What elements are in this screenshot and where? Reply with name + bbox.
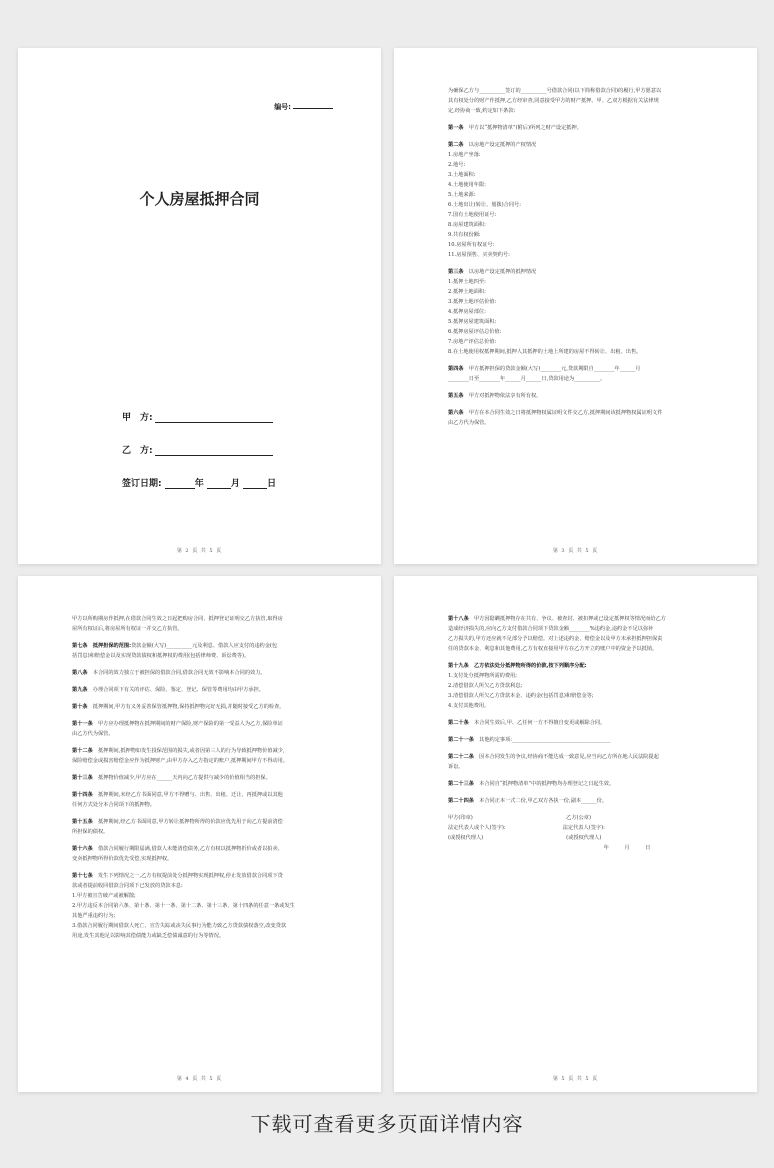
contract-page-3 [394,48,757,564]
article-heading: 第五条 [448,393,464,399]
document-number [274,102,333,112]
text-line: 甲方(印章) 乙方(公章) [448,815,591,821]
text-line: 2.地号: [448,162,466,168]
text-line: 第十四条 抵押期间,未经乙方书面同意,甲方不得赠与、出售、出租、迁让、再抵押或以其他 [72,792,283,798]
text-line: 1.甲方被宣告破产或被解散; [72,893,136,899]
text-line: 3.借款合同履行期间借款人死亡、宣告失踪或丧失民事行为能力致乙方贷款债权落空,改变贷款 [72,923,287,929]
paragraph-gap [448,745,709,752]
text-line: 第一条 甲方以“抵押物清单”(附后)所列之财产设定抵押。 [448,125,582,131]
text-line: 6.抵押房屋评估总价值: [448,329,502,335]
text-line: 第二十二条 因本合同发生的争议,经协商不能达成一致意见,应当向乙方所在地人民法院提起 [448,754,659,760]
paragraph-gap [448,357,709,364]
text-line: 5.抵押房屋建筑面积: [448,319,497,325]
paragraph-gap [448,728,709,735]
article-heading: 第二十二条 [448,754,474,760]
text-line: 6.土地出让(转让、划拨)合同号: [448,202,521,208]
text-line: 4.支付其他费用。 [448,703,490,709]
text-line: 任何方式处分本合同项下的抵押物。 [72,802,156,808]
text-line: 第十三条 抵押物价值减少,甲方应在______天内向乙方提供与减少的价值相当的担保。 [72,775,271,781]
article-heading: 第九条 [72,687,88,693]
article-heading: 第十五条 [72,819,93,825]
text-line: 乙方损失的,甲方还应就不足部分予以赔偿。对上述违约金、赔偿金以及甲方未承担抵押担保责 [448,636,663,642]
page-footer: 第 3 页 共 5 页 [552,548,599,554]
text-line: 造成经济损失的,应向乙方支付借款合同项下贷款金额________%违约金,违约金不足以弥补 [448,626,654,632]
page-footer: 第 4 页 共 5 页 [176,1076,223,1082]
text-line: 第十七条 发生下列情况之一,乙方有权提前处分抵押物实现抵押权,停止发放借款合同项下贷 [72,873,283,879]
text-line: 2.清偿借款人所欠乙方贷款利息; [448,683,523,689]
text-line: 其有权处分的财产作抵押,乙方经审查,同意接受甲方的财产抵押。甲、乙双方根据有关法律规 [448,98,659,104]
article-heading: 第十三条 [72,775,93,781]
paragraph-gap [72,634,333,641]
text-line: 第十二条 抵押期间,抵押物如发生投保范围的损失,或者因第三人的行为导致抵押物价值减少, [72,748,285,754]
article-heading: 第二十条 [448,720,469,726]
text-line: 8.在土地使用权抵押期间,抵押人其抵押的土地上所建的房屋不得转让、出租、出售。 [448,349,642,355]
text-line: 8.房屋建筑面积: [448,222,486,228]
month-blank [207,488,231,489]
text-line: 其他严重违约行为; [72,913,116,919]
text-line: 所担保的债权。 [72,829,109,835]
paragraph-gap [448,711,709,718]
text-line: 第三条 以房地产设定抵押的抵押情况 [448,269,537,275]
article-heading: 第十条 [72,704,88,710]
article-heading: 第十四条 [72,792,93,798]
article-heading: 第十九条 乙方依法处分抵押物所得的价款,按下列顺序分配: [448,663,587,669]
contract-page-5 [394,576,757,1092]
paragraph-gap [448,116,709,123]
text-line: 第六条 甲方在本合同生效之日将抵押物权属证明文件交乙方,抵押期间该抵押物权属证明文件 [448,410,663,416]
text-line: 第二十条 本合同生效后,甲、乙任何一方不得擅自变更或解除合同。 [448,720,606,726]
text-line: 第十八条 甲方因隐瞒抵押物存在共有、争议、被查封、被扣押或已设定抵押权等情况而给乙方 [448,616,666,622]
paragraph-gap [448,806,709,813]
article-heading: 第六条 [448,410,464,416]
text-line: 由乙方代为保管。 [448,420,490,426]
date-label: 签订日期: [122,479,162,489]
article-heading: 第十八条 [448,616,469,622]
text-line: 第八条 本合同的效力独立于被担保的借款合同,借款合同无效不影响本合同的效力。 [72,670,266,676]
contract-title: 个人房屋抵押合同 [139,190,260,208]
text-line: 年 月 日 [448,845,651,851]
party-b-field [122,443,273,456]
text-line: 4.土地使用年限: [448,182,486,188]
text-line: (或授权代理人) (或授权代理人) [448,835,602,841]
text-line: 任的贷款本金、利息和其他费用,乙方有权直接用甲方在乙方开立的账户中的资金予以抵销。 [448,646,658,652]
text-line: 第十五条 抵押期间,经乙方书面同意,甲方转让抵押物所得的价款应优先用于向乙方提前清偿 [72,819,283,825]
page-footer: 第 5 页 共 5 页 [552,1076,599,1082]
paragraph-gap [72,766,333,773]
article-heading: 第一条 [448,125,464,131]
text-line: 3.清偿借款人所欠乙方贷款本金、违约金(包括罚息)和赔偿金等; [448,693,594,699]
party-a-field [122,410,273,423]
article-heading: 第四条 [448,366,464,372]
text-line: 1.房地产坐落: [448,152,481,158]
text-line: ________日至________年______月______日,贷款用途为__________。 [448,376,606,382]
text-line: 第二十四条 本合同正本一式二份,甲乙双方各执一份,副本______份。 [448,798,607,804]
text-line: 第二十三条 本合同自“抵押物清单”中的抵押物均办理登记之日起生效。 [448,781,615,787]
text-line: 款或者提前收回借款合同项下已发放的贷款本息: [72,883,183,889]
article-heading: 第七条 抵押担保的范围: [72,643,131,649]
paragraph-gap [72,810,333,817]
article-heading: 第三条 [448,269,464,275]
text-line: 第五条 甲方对抵押物依法享有所有权。 [448,393,542,399]
article-heading: 第八条 [72,670,88,676]
page-footer: 第 2 页 共 5 页 [176,548,223,554]
page-content [448,86,709,428]
text-line: 2.抵押土地面积: [448,289,486,295]
text-line: 10.房屋所有权证号: [448,242,495,248]
article-heading: 第二十一条 [448,737,474,743]
paragraph-gap [448,260,709,267]
day-blank [243,488,267,489]
year-blank [165,488,195,489]
text-line: 为确保乙方与__________签订的__________号借款合同(以下简称借款合同)的履行,甲方愿意以 [448,88,662,94]
year-label: 年 [194,479,204,489]
text-line: 第七条 抵押担保的范围:贷款金额(大写)__________元及利息、借款人应支付的违约金(包 [72,643,278,649]
paragraph-gap [448,789,709,796]
text-line: 诉讼。 [448,764,464,770]
doc-number-blank [293,108,333,109]
paragraph-gap [72,695,333,702]
text-line: 第十一条 甲方应办理抵押物在抵押期间的财产保险,财产保险的第一受益人为乙方,保险单证 [72,721,283,727]
text-line: 定,经协商一致,约定如下条款: [448,108,516,114]
article-heading: 第二条 [448,142,464,148]
month-label: 月 [230,479,240,489]
paragraph-gap [72,712,333,719]
watermark [70,367,99,404]
party-b-blank [155,455,273,456]
text-line: 11.房屋预售、买卖契约号: [448,252,510,258]
day-label: 日 [267,479,277,489]
text-line: 2.甲方违反本合同第六条、第十条、第十一条、第十二条、第十三条、第十四条的任意一条或发生 [72,903,295,909]
party-b-label: 乙 方: [122,446,153,456]
text-line: 甲方以所购期房作抵押,在借款合同生效之日起把购房合同、抵押登记证明交乙方执管,取得房 [72,616,283,622]
download-caption: 下载可查看更多页面详情内容 [250,1112,524,1136]
party-a-label: 甲 方: [122,413,153,423]
article-heading: 第十六条 [72,846,93,852]
article-heading: 第十一条 [72,721,93,727]
paragraph-gap [72,678,333,685]
text-line: 1.抵押土地四至: [448,279,486,285]
text-line: 4.抵押房屋部位: [448,309,486,315]
text-line: 1.支付处分抵押物所需的费用; [448,673,517,679]
paragraph-gap [448,772,709,779]
text-line: 屋所有权证后,将房屋所有权证一并交乙方执管。 [72,626,183,632]
paragraph-gap [448,133,709,140]
paragraph-gap [72,661,333,668]
page-content [72,614,333,941]
article-heading: 第二十三条 [448,781,474,787]
text-line: 3.土地面积: [448,172,476,178]
party-a-blank [155,422,273,423]
text-line: 变卖抵押物所得价款优先受偿,实现抵押权。 [72,856,173,862]
text-line: 由乙方代为保管。 [72,731,114,737]
page-content [448,614,709,853]
article-heading: 第十二条 [72,748,93,754]
paragraph-gap [448,384,709,391]
text-line: 7.国有土地使用证号: [448,212,497,218]
text-line: 保险赔偿金或损害赔偿金应作为抵押财产,由甲方存入乙方指定的账户,抵押期间甲方不得动用。 [72,758,288,764]
text-line: 第九条 办理合同项下有关的评估、保险、鉴定、登记、保管等费用均由甲方承担。 [72,687,264,693]
text-line [448,661,709,671]
paragraph-gap [72,837,333,844]
paragraph-gap [72,783,333,790]
text-line: 7.房地产评估总价值: [448,339,497,345]
text-line: 5.土地来源: [448,192,476,198]
text-line: 括罚息)和赔偿金以及实现贷款债权和抵押权的费用(包括律师费、诉讼费等)。 [72,653,250,659]
doc-number-label: 编号: [274,103,291,111]
signing-date-field [122,476,276,489]
text-line: 第四条 甲方抵押担保的贷款金额(大写)________元,贷款期限自________年______月 [448,366,641,372]
paragraph-gap [448,654,709,661]
paragraph-gap [72,864,333,871]
article-heading: 第十七条 [72,873,93,879]
paragraph-gap [448,401,709,408]
text-line: 第十条 抵押期间,甲方有义务妥善保管抵押物,保持抵押物完好无损,并随时接受乙方的检查。 [72,704,285,710]
text-line: 第二条 以房地产设定抵押的产权情况 [448,142,537,148]
paragraph-gap [72,739,333,746]
article-heading: 第二十四条 [448,798,474,804]
cover-page [18,48,381,564]
text-line: 第二十一条 其他约定事项:______________________________________ [448,737,611,743]
contract-page-4 [18,576,381,1092]
text-line: 用途,发生其他足以影响其偿债能力或缺乏偿债诚意的行为等情况。 [72,933,225,939]
text-line: 9.共有权份额: [448,232,481,238]
text-line: 法定代表人或个人(签字): 法定代表人(签字): [448,825,605,831]
text-line: 第十六条 借款合同履行期限届满,借款人未能清偿债务,乙方有权以抵押物折价或者以拍卖、 [72,846,283,852]
text-line: 3.抵押土地评估价值: [448,299,497,305]
